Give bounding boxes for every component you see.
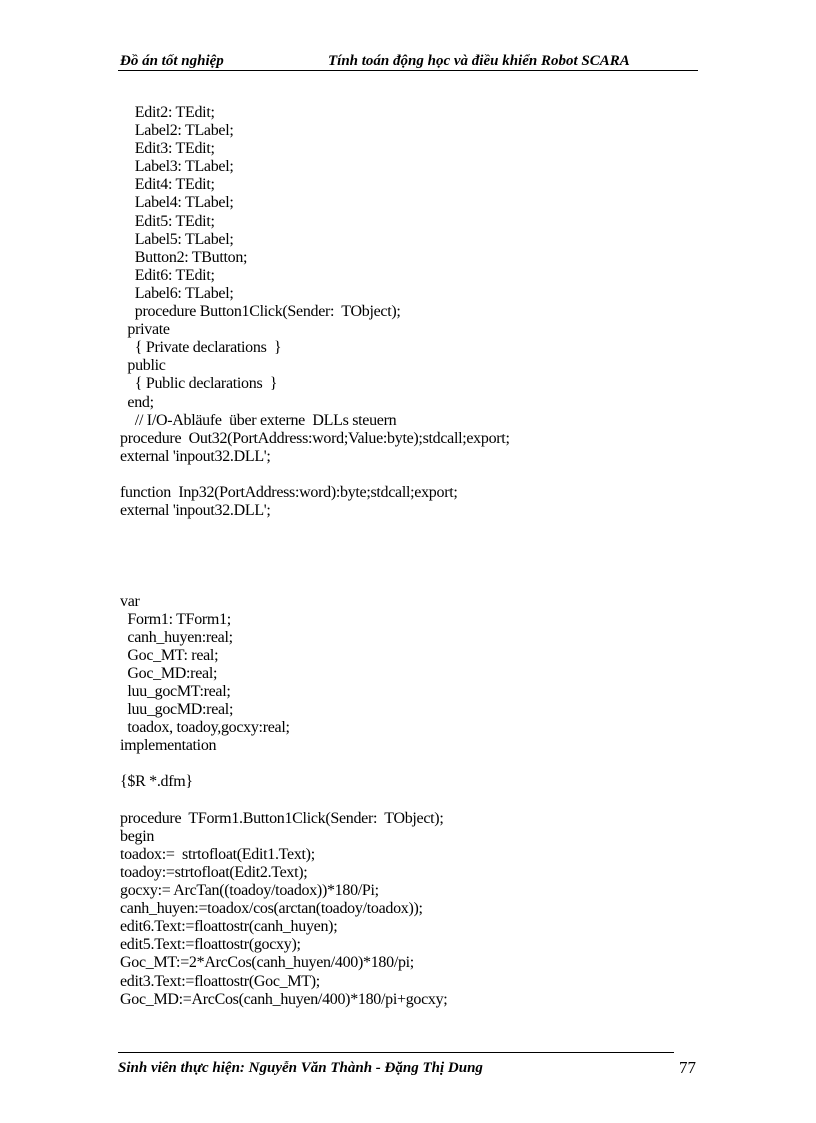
code-line (120, 792, 720, 810)
code-line: function Inp32(PortAddress:word):byte;stdcall;export; (120, 483, 458, 501)
code-line: procedure Out32(PortAddress:word;Value:byte);stdcall;export; (120, 429, 510, 447)
code-line: toadox:= strtofloat(Edit1.Text); (120, 845, 315, 863)
code-line (120, 538, 720, 556)
code-line: external 'inpout32.DLL'; (120, 447, 271, 465)
code-line: Form1: TForm1; (120, 610, 231, 628)
code-line: {$R *.dfm} (120, 773, 193, 791)
code-line (120, 520, 720, 538)
code-line: canh_huyen:real; (120, 628, 233, 646)
code-line: procedure TForm1.Button1Click(Sender: TObject); (120, 809, 444, 827)
code-line: Label6: TLabel; (120, 284, 234, 302)
code-line: Goc_MD:=ArcCos(canh_huyen/400)*180/pi+gocxy; (120, 990, 448, 1008)
code-line: toadoy:=strtofloat(Edit2.Text); (120, 863, 308, 881)
code-listing (120, 104, 720, 1009)
header-left-title: Đồ án tốt nghiệp (120, 53, 224, 69)
code-line: Label3: TLabel; (120, 158, 234, 176)
code-line (120, 466, 720, 484)
code-line: edit6.Text:=floattostr(canh_huyen); (120, 918, 338, 936)
code-line: implementation (120, 737, 217, 755)
code-line: Goc_MT: real; (120, 646, 219, 664)
code-line: luu_gocMD:real; (120, 701, 234, 719)
code-line: Label4: TLabel; (120, 194, 234, 212)
code-line: Edit2: TEdit; (120, 104, 215, 121)
code-line: Button2: TButton; (120, 248, 248, 266)
footer-rule (118, 1052, 674, 1053)
code-line: private (120, 321, 170, 339)
page-number: 77 (679, 1058, 696, 1077)
code-line: end; (120, 393, 154, 411)
header-right-title: Tính toán động học và điều khiển Robot SCARA (328, 53, 630, 69)
code-line: Label5: TLabel; (120, 230, 234, 248)
code-line: edit3.Text:=floattostr(Goc_MT); (120, 972, 320, 990)
code-line (120, 556, 720, 574)
code-line: Goc_MT:=2*ArcCos(canh_huyen/400)*180/pi; (120, 954, 414, 972)
code-line: canh_huyen:=toadox/cos(arctan(toadoy/toadox)); (120, 900, 423, 918)
code-line: { Public declarations } (120, 375, 278, 393)
code-line (120, 755, 720, 773)
code-line: var (120, 592, 140, 610)
code-line: Goc_MD:real; (120, 664, 218, 682)
footer-author: Sinh viên thực hiện: Nguyễn Văn Thành - Đặng Thị Dung (118, 1060, 483, 1076)
code-line: Edit3: TEdit; (120, 140, 215, 158)
code-line (120, 574, 720, 592)
code-line: begin (120, 827, 155, 845)
code-line: procedure Button1Click(Sender: TObject); (120, 303, 401, 321)
code-line: { Private declarations } (120, 339, 282, 357)
code-line: Label2: TLabel; (120, 122, 234, 140)
code-line: Edit6: TEdit; (120, 266, 215, 284)
code-line: Edit5: TEdit; (120, 212, 215, 230)
code-line: gocxy:= ArcTan((toadoy/toadox))*180/Pi; (120, 882, 379, 900)
code-line: public (120, 357, 166, 375)
code-line: toadox, toadoy,gocxy:real; (120, 719, 290, 737)
page-header (118, 50, 698, 71)
code-line: luu_gocMT:real; (120, 683, 231, 700)
code-line: edit5.Text:=floattostr(gocxy); (120, 936, 301, 954)
code-line: external 'inpout32.DLL'; (120, 502, 271, 520)
code-line: Edit4: TEdit; (120, 176, 215, 194)
code-line: // I/O-Abläufe über externe DLLs steuern (120, 411, 397, 429)
page-footer (118, 1058, 698, 1078)
